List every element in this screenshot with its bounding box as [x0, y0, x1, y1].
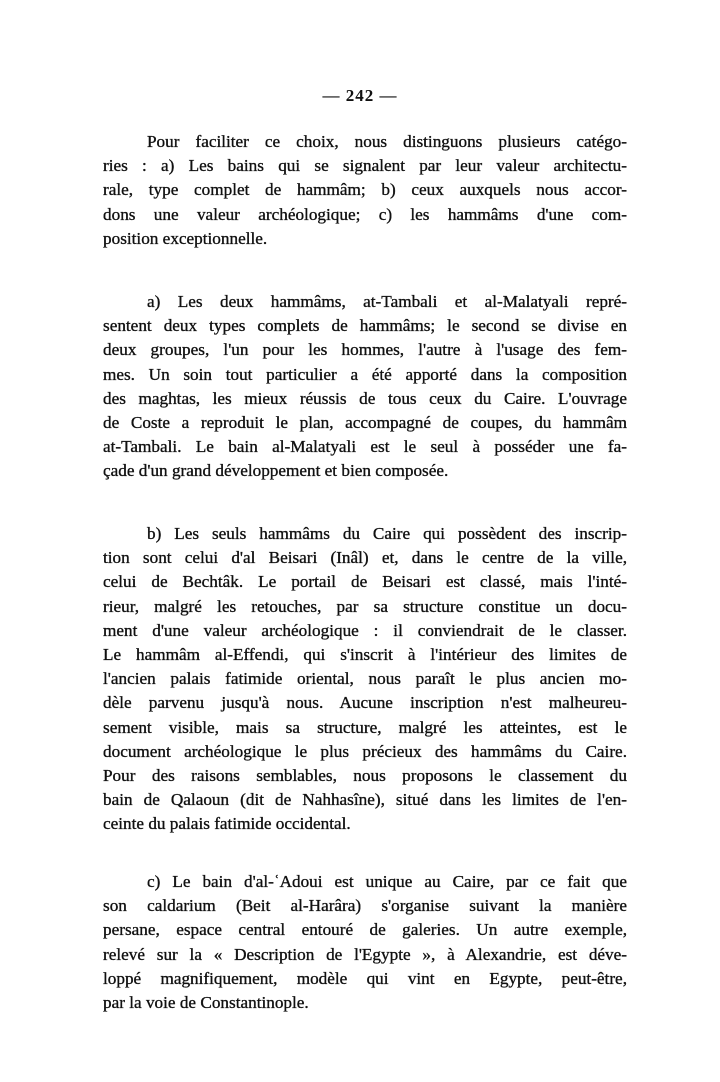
text-line: ries : a) Les bains qui se signalent par leur valeur architectu-	[103, 156, 627, 176]
text-line: rale, type complet de hammâm; b) ceux auxquels nous accor-	[103, 180, 627, 200]
text-line: çade d'un grand développement et bien composée.	[103, 461, 449, 481]
text-line: at-Tambali. Le bain al-Malatyali est le seul à posséder une fa-	[103, 437, 627, 457]
text-line: relevé sur la « Description de l'Egypte », à Alexandrie, est déve-	[103, 944, 627, 964]
text-line: c) Le bain d'al-ʿAdoui est unique au Caire, par ce fait que	[147, 872, 627, 891]
paragraph-b	[103, 522, 627, 836]
text-line: persane, espace central entouré de galeries. Un autre exemple,	[103, 920, 627, 940]
text-line: loppé magnifiquement, modèle qui vint en Egypte, peut-être,	[103, 968, 627, 988]
page-number: — 242 —	[322, 86, 398, 105]
text-line: ment d'une valeur archéologique : il conviendrait de le classer.	[103, 620, 627, 640]
text-line: tion sont celui d'al Beisari (Inâl) et, dans le centre de la ville,	[103, 548, 627, 568]
text-line: a) Les deux hammâms, at-Tambali et al-Malatyali repré-	[147, 292, 627, 311]
text-line: deux groupes, l'un pour les hommes, l'autre à l'usage des fem-	[103, 340, 627, 360]
text-line: ceinte du palais fatimide occidental.	[103, 814, 351, 834]
paragraph-intro	[103, 130, 627, 251]
text-line: de Coste a reproduit le plan, accompagné de coupes, du hammâm	[103, 412, 627, 432]
text-line: Pour faciliter ce choix, nous distinguons plusieurs catégo-	[147, 132, 627, 151]
text-line: sentent deux types complets de hammâms; le second se divise en	[103, 316, 627, 336]
text-line: bain de Qalaoun (dit de Nahhasîne), situé dans les limites de l'en-	[103, 790, 627, 810]
text-line: position exceptionnelle.	[103, 228, 268, 248]
text-line: l'ancien palais fatimide oriental, nous paraît le plus ancien mo-	[103, 669, 627, 689]
text-line: b) Les seuls hammâms du Caire qui possèdent des inscrip-	[147, 524, 627, 543]
text-line: document archéologique le plus précieux des hammâms du Caire.	[103, 741, 627, 761]
text-line: son caldarium (Beit al-Harâra) s'organise suivant la manière	[103, 896, 627, 916]
paragraph-a	[103, 290, 627, 484]
paragraph-c	[103, 870, 627, 1015]
text-line: rieur, malgré les retouches, par sa structure constitue un docu-	[103, 596, 627, 616]
text-line: dons une valeur archéologique; c) les hammâms d'une com-	[103, 204, 627, 224]
text-line: des maghtas, les mieux réussis de tous ceux du Caire. L'ouvrage	[103, 388, 627, 408]
text-line: Le hammâm al-Effendi, qui s'inscrit à l'intérieur des limites de	[103, 644, 627, 664]
text-line: celui de Bechtâk. Le portail de Beisari est classé, mais l'inté-	[103, 572, 627, 592]
text-line: sement visible, mais sa structure, malgré les atteintes, est le	[103, 717, 627, 737]
text-line: mes. Un soin tout particulier a été apporté dans la composition	[103, 364, 627, 384]
text-line: Pour des raisons semblables, nous proposons le classement du	[103, 765, 627, 785]
text-line: par la voie de Constantinople.	[103, 992, 309, 1012]
text-line: dèle parvenu jusqu'à nous. Aucune inscription n'est malheureu-	[103, 693, 627, 713]
